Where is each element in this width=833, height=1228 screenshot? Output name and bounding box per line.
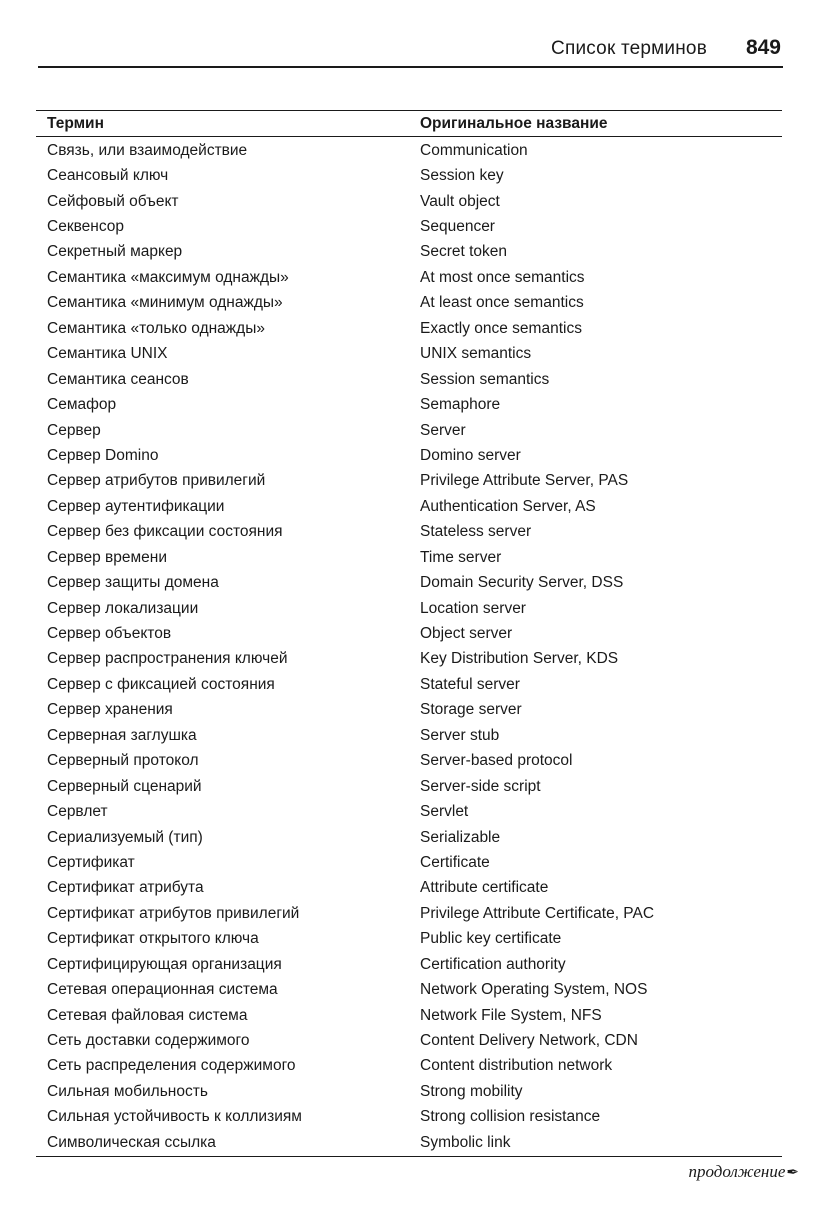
table-row: [36, 138, 782, 163]
table-row: [36, 901, 782, 926]
original-name-cell: UNIX semantics: [420, 345, 532, 363]
original-name-cell: Vault object: [420, 192, 500, 210]
term-cell: Сервер атрибутов привилегий: [47, 472, 266, 490]
terms-table: [36, 110, 782, 1157]
term-cell: Символическая ссылка: [47, 1133, 216, 1151]
table-row: [36, 392, 782, 417]
term-cell: Семантика «только однажды»: [47, 319, 265, 337]
original-name-cell: Strong mobility: [420, 1082, 523, 1100]
term-cell: Сервер объектов: [47, 625, 172, 643]
original-name-cell: Server-side script: [420, 777, 541, 795]
term-cell: Серверный протокол: [47, 752, 199, 770]
continuation-text: продолжение: [688, 1162, 786, 1181]
column-header-original: Оригинальное название: [420, 114, 608, 132]
page-number: 849: [745, 36, 781, 59]
table-row: [36, 265, 782, 290]
table-row: [36, 520, 782, 545]
table-row: [36, 647, 782, 672]
original-name-cell: Semaphore: [420, 396, 501, 414]
original-name-cell: Server stub: [420, 726, 500, 744]
term-cell: Сервер без фиксации состояния: [47, 523, 283, 541]
original-name-cell: Network Operating System, NOS: [420, 981, 648, 999]
table-row: [36, 545, 782, 570]
term-cell: Сервер аутентификации: [47, 497, 225, 515]
table-row: [36, 596, 782, 621]
original-name-cell: Storage server: [420, 701, 522, 719]
table-row: [36, 1105, 782, 1130]
table-header: [36, 111, 782, 137]
table-row: [36, 316, 782, 341]
term-cell: Секретный маркер: [47, 243, 183, 261]
term-cell: Сертификат атрибута: [47, 879, 204, 897]
term-cell: Сертификат открытого ключа: [47, 930, 259, 948]
term-cell: Сервер защиты домена: [47, 574, 219, 592]
original-name-cell: Certificate: [420, 853, 490, 871]
table-row: [36, 214, 782, 239]
table-row: [36, 621, 782, 646]
term-cell: Семафор: [47, 396, 117, 414]
table-row: [36, 698, 782, 723]
table-row: [36, 1028, 782, 1053]
term-cell: Сервер хранения: [47, 701, 173, 719]
original-name-cell: Server: [420, 421, 466, 439]
table-row: [36, 189, 782, 214]
term-cell: Сервер распространения ключей: [47, 650, 288, 668]
term-cell: Сервер локализации: [47, 599, 199, 617]
table-body: [36, 137, 782, 1156]
table-row: [36, 163, 782, 188]
original-name-cell: Strong collision resistance: [420, 1108, 601, 1126]
table-row: [36, 367, 782, 392]
term-cell: Сертифицирующая организация: [47, 955, 282, 973]
term-cell: Сервер времени: [47, 548, 168, 566]
original-name-cell: Symbolic link: [420, 1133, 511, 1151]
term-cell: Сертификат: [47, 853, 135, 871]
table-row: [36, 1079, 782, 1104]
term-cell: Сервер с фиксацией состояния: [47, 675, 275, 693]
original-name-cell: Location server: [420, 599, 526, 617]
term-cell: Сервер: [47, 421, 101, 439]
original-name-cell: Sequencer: [420, 218, 495, 236]
term-cell: Серверная заглушка: [47, 726, 197, 744]
original-name-cell: Key Distribution Server, KDS: [420, 650, 619, 668]
table-row: [36, 876, 782, 901]
term-cell: Сеть распределения содержимого: [47, 1057, 296, 1075]
pen-nib-icon: ✒: [786, 1165, 799, 1181]
original-name-cell: Session semantics: [420, 370, 550, 388]
table-row: [36, 774, 782, 799]
table-row: [36, 977, 782, 1002]
table-row: [36, 850, 782, 875]
table-row: [36, 342, 782, 367]
original-name-cell: Network File System, NFS: [420, 1006, 602, 1024]
original-name-cell: Time server: [420, 548, 502, 566]
term-cell: Сеансовый ключ: [47, 167, 169, 185]
original-name-cell: Content distribution network: [420, 1057, 613, 1075]
original-name-cell: Domino server: [420, 446, 521, 464]
term-cell: Серверный сценарий: [47, 777, 202, 795]
table-row: [36, 799, 782, 824]
table-row: [36, 1003, 782, 1028]
running-header: [38, 36, 783, 68]
term-cell: Сетевая операционная система: [47, 981, 278, 999]
original-name-cell: Serializable: [420, 828, 501, 846]
table-row: [36, 825, 782, 850]
term-cell: Сейфовый объект: [47, 192, 179, 210]
table-row: [36, 749, 782, 774]
original-name-cell: Attribute certificate: [420, 879, 549, 897]
table-row: [36, 927, 782, 952]
original-name-cell: Session key: [420, 167, 504, 185]
original-name-cell: Exactly once semantics: [420, 319, 582, 337]
term-cell: Семантика «минимум однажды»: [47, 294, 283, 312]
original-name-cell: Servlet: [420, 803, 469, 821]
original-name-cell: Domain Security Server, DSS: [420, 574, 624, 592]
original-name-cell: Server-based protocol: [420, 752, 573, 770]
original-name-cell: Content Delivery Network, CDN: [420, 1032, 638, 1050]
table-row: [36, 952, 782, 977]
table-row: [36, 723, 782, 748]
table-row: [36, 1130, 782, 1155]
continuation-note: [688, 1162, 799, 1182]
original-name-cell: Privilege Attribute Certificate, PAC: [420, 904, 655, 922]
table-row: [36, 418, 782, 443]
original-name-cell: Secret token: [420, 243, 508, 261]
term-cell: Связь, или взаимодействие: [47, 141, 248, 159]
term-cell: Сертификат атрибутов привилегий: [47, 904, 300, 922]
table-row: [36, 469, 782, 494]
table-row: [36, 291, 782, 316]
original-name-cell: Object server: [420, 625, 513, 643]
original-name-cell: At least once semantics: [420, 294, 584, 312]
term-cell: Сериализуемый (тип): [47, 828, 203, 846]
term-cell: Семантика UNIX: [47, 345, 168, 363]
table-row: [36, 240, 782, 265]
table-row: [36, 494, 782, 519]
term-cell: Сетевая файловая система: [47, 1006, 248, 1024]
table-row: [36, 672, 782, 697]
running-title: Список терминов: [551, 38, 707, 59]
original-name-cell: Communication: [420, 141, 528, 159]
term-cell: Семантика сеансов: [47, 370, 189, 388]
original-name-cell: Privilege Attribute Server, PAS: [420, 472, 629, 490]
term-cell: Сеть доставки содержимого: [47, 1032, 250, 1050]
term-cell: Семантика «максимум однажды»: [47, 268, 289, 286]
original-name-cell: Stateful server: [420, 675, 520, 693]
table-row: [36, 570, 782, 595]
term-cell: Сильная мобильность: [47, 1082, 208, 1100]
term-cell: Сервер Domino: [47, 446, 159, 464]
original-name-cell: Authentication Server, AS: [420, 497, 596, 515]
original-name-cell: Stateless server: [420, 523, 532, 541]
original-name-cell: Certification authority: [420, 955, 566, 973]
column-header-term: Термин: [47, 114, 104, 132]
term-cell: Сильная устойчивость к коллизиям: [47, 1108, 302, 1126]
table-row: [36, 443, 782, 468]
term-cell: Секвенсор: [47, 218, 125, 236]
original-name-cell: Public key certificate: [420, 930, 562, 948]
original-name-cell: At most once semantics: [420, 268, 585, 286]
term-cell: Сервлет: [47, 803, 108, 821]
table-row: [36, 1054, 782, 1079]
